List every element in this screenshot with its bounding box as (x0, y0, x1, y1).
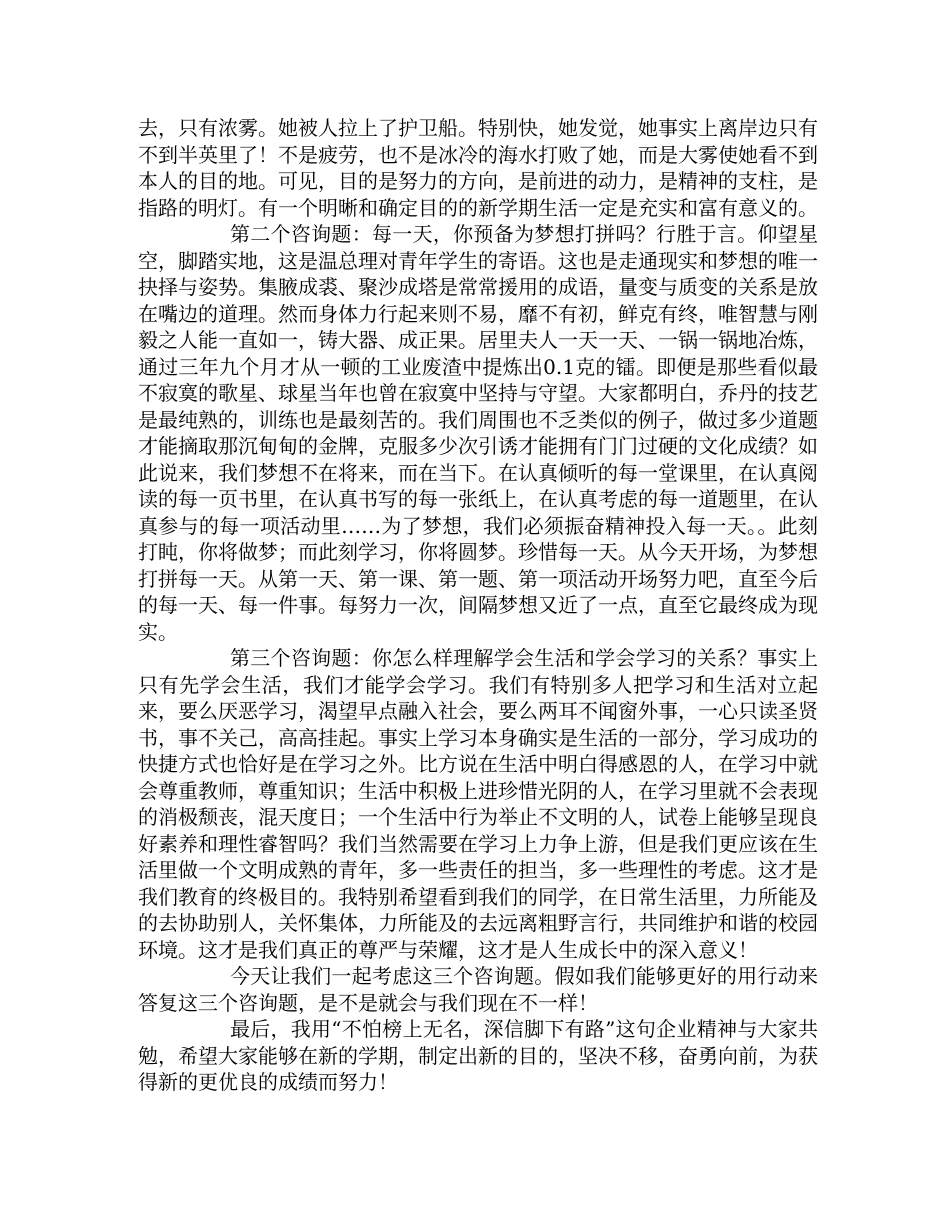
paragraph-closing: 最后，我用“不怕榜上无名，深信脚下有路”这句企业精神与大家共勉，希望大家能够在新的学期，制定出新的目的，坚决不移，奋勇向前，为获得新的更优良的成绩而努力！ (138, 1017, 818, 1094)
paragraph-reflection: 今天让我们一起考虑这三个咨询题。假如我们能够更好的用行动来答复这三个咨询题，是不是就会与我们现在不一样！ (138, 964, 818, 1015)
document-body (138, 115, 818, 1096)
paragraph-goal-conclusion: 去，只有浓雾。她被人拉上了护卫船。特别快，她发觉，她事实上离岸边只有不到半英里了！不是疲劳，也不是冰冷的海水打败了她，而是大雾使她看不到本人的目的地。可见，目的是努力的方向，是前进的动力，是精神的支柱，是指路的明灯。有一个明晰和确定目的的新学期生活一定是充实和富有意义的。 (138, 116, 818, 220)
paragraph-question-three: 第三个咨询题：你怎么样理解学会生活和学会学习的关系？事实上只有先学会生活，我们才能学会学习。我们有特别多人把学习和生活对立起来，要么厌恶学习，渴望早点融入社会，要么两耳不闻窗外事，一心只读圣贤书，事不关己，高高挂起。事实上学习本身确实是生活的一部分，学习成功的快捷方式也恰好是在学习之外。比方说在生活中明白得感恩的人，在学习中就会尊重教师，尊重知识；生活中积极上进珍惜光阴的人，在学习里就不会表现的消极颓丧，混天度日；一个生活中行为举止不文明的人，试卷上能够呈现良好素养和理性睿智吗？我们当然需要在学习上力争上游，但是我们更应该在生活里做一个文明成熟的青年，多一些责任的担当，多一些理性的考虑。这才是我们教育的终极目的。我特别希望看到我们的同学，在日常生活里，力所能及的去协助别人，关怀集体，力所能及的去远离粗野言行，共同维护和谐的校园环境。这才是我们真正的尊严与荣耀，这才是人生成长中的深入意义！ (138, 646, 818, 962)
paragraph-question-two: 第二个咨询题：每一天，你预备为梦想打拼吗？行胜于言。仰望星空，脚踏实地，这是温总理对青年学生的寄语。这也是走通现实和梦想的唯一抉择与姿势。集腋成裘、聚沙成塔是常常援用的成语，量变与质变的关系是放在嘴边的道理。然而身体力行起来则不易，靡不有初，鲜克有终，唯智慧与刚毅之人能一直如一，铸大器、成正果。居里夫人一天一天、一锅一锅地冶炼，通过三年九个月才从一顿的工业废渣中提炼出0.1克的镭。即便是那些看似最不寂寞的歌星、球星当年也曾在寂寞中坚持与守望。大家都明白，乔丹的技艺是最纯熟的，训练也是最刻苦的。我们周围也不乏类似的例子，做过多少道题才能摘取那沉甸甸的金牌，克服多少次引诱才能拥有门门过硬的文化成绩？如此说来，我们梦想不在将来，而在当下。在认真倾听的每一堂课里，在认真阅读的每一页书里，在认真书写的每一张纸上，在认真考虑的每一道题里，在认真参与的每一项活动里……为了梦想，我们必须振奋精神投入每一天。。此刻打盹，你将做梦；而此刻学习，你将圆梦。珍惜每一天。从今天开场，为梦想打拼每一天。从第一天、第一课、第一题、第一项活动开场努力吧，直至今后的每一天、每一件事。每努力一次，间隔梦想又近了一点，直至它最终成为现实。 (138, 222, 818, 644)
